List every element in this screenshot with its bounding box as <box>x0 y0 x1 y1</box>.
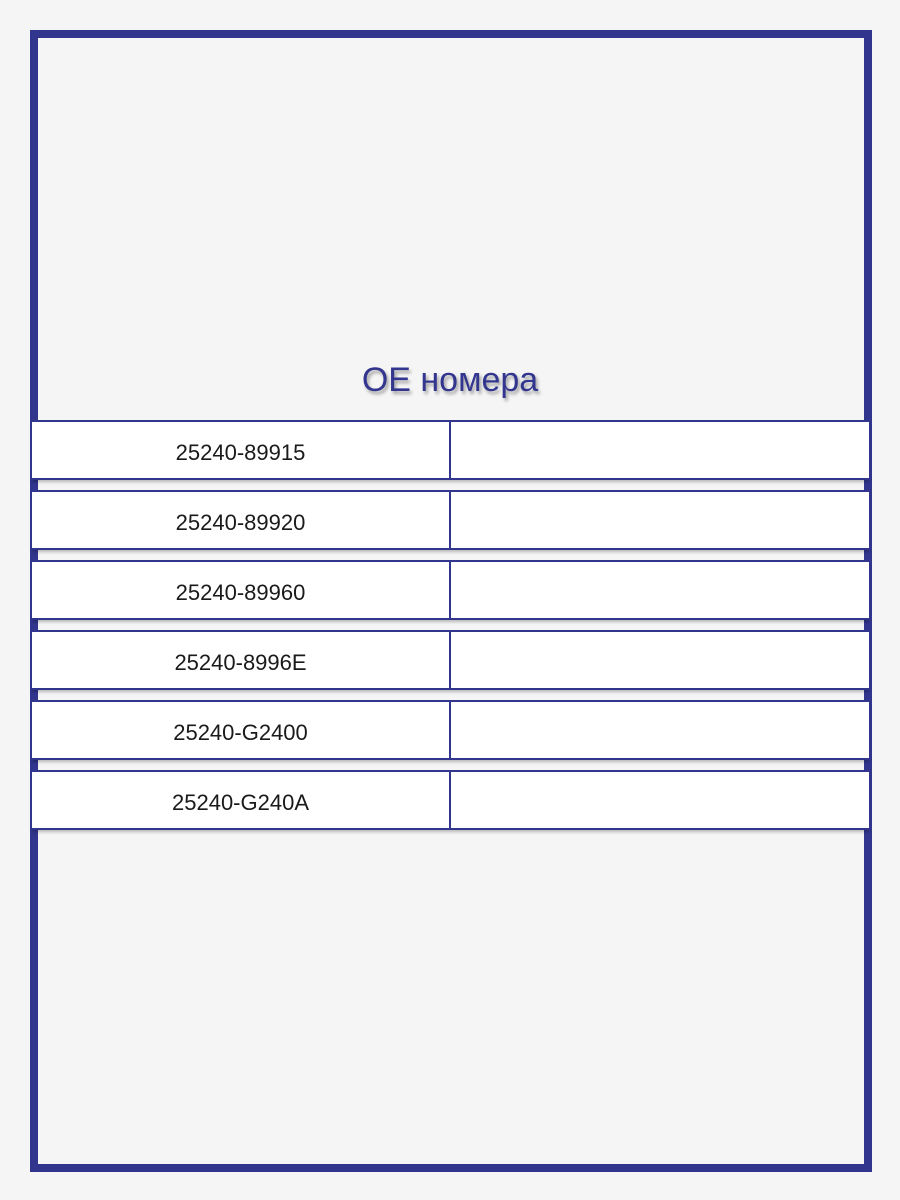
oe-number-cell: 25240-G240A <box>32 772 451 828</box>
table-row <box>30 420 871 480</box>
empty-cell <box>451 422 869 478</box>
empty-cell <box>451 772 869 828</box>
page-title: OE номера <box>361 361 539 399</box>
table-row <box>30 560 871 620</box>
oe-number-cell: 25240-89915 <box>32 422 451 478</box>
oe-number-cell: 25240-8996E <box>32 632 451 688</box>
table-row <box>30 490 871 550</box>
empty-cell <box>451 492 869 548</box>
oe-number-cell: 25240-89960 <box>32 562 451 618</box>
empty-cell <box>451 632 869 688</box>
oe-number-cell: 25240-89920 <box>32 492 451 548</box>
table-row <box>30 630 871 690</box>
oe-number-cell: 25240-G2400 <box>32 702 451 758</box>
empty-cell <box>451 702 869 758</box>
table-row <box>30 700 871 760</box>
table-row <box>30 770 871 830</box>
empty-cell <box>451 562 869 618</box>
